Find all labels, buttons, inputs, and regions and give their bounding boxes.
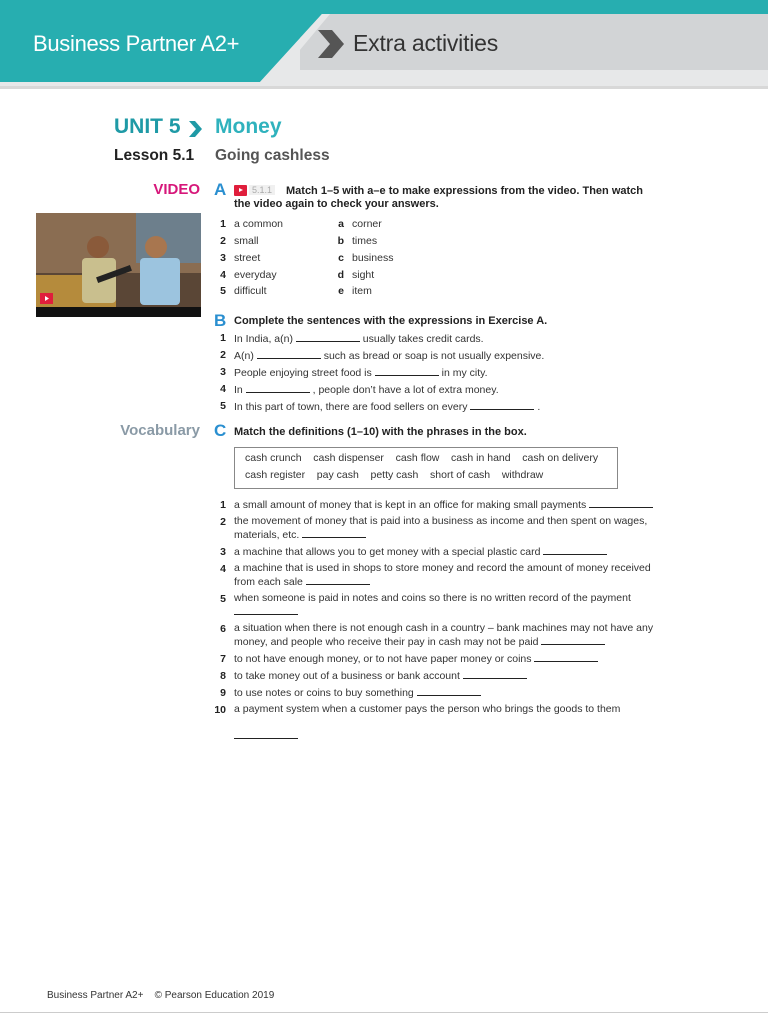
list-item-letter: c (338, 252, 344, 264)
answer-blank[interactable] (306, 575, 370, 585)
answer-blank[interactable] (234, 605, 298, 615)
list-item-number: 4 (220, 563, 226, 575)
list-item-text: everyday (234, 269, 277, 281)
definition: a situation when there is not enough cash in a country – bank machines may not have any money, and people who receive their pay in cash may not be paid (234, 622, 654, 648)
definition: when someone is paid in notes and coins so there is no written record of the payment (234, 592, 674, 619)
definition: a small amount of money that is kept in an office for making small payments (234, 498, 674, 512)
answer-blank[interactable] (417, 686, 481, 696)
list-item-number: 4 (220, 383, 226, 395)
lesson-label: Lesson 5.1 (114, 147, 195, 164)
list-item-number: 5 (220, 593, 226, 605)
list-item-text: corner (352, 218, 382, 230)
video-label: VIDEO (153, 181, 200, 198)
definition: to use notes or coins to buy something (234, 686, 674, 700)
sentence: In , people don’t have a lot of extra money. (234, 384, 499, 396)
list-item-text: street (234, 252, 261, 264)
phrase: cash crunch (245, 452, 302, 464)
exercise-b-letter: B (214, 311, 227, 330)
video-code[interactable]: 5.1.1 (249, 185, 275, 195)
phrase: short of cash (430, 469, 491, 481)
sentence: In this part of town, there are food sellers on every . (234, 401, 541, 413)
answer-blank[interactable] (246, 383, 310, 393)
sentence: People enjoying street food is in my city. (234, 367, 488, 379)
phrase: withdraw (501, 469, 544, 481)
answer-blank[interactable] (589, 498, 653, 508)
answer-blank[interactable] (463, 669, 527, 679)
exercise-c-instruction: Match the definitions (1–10) with the phrases in the box. (234, 426, 527, 438)
answer-blank[interactable] (541, 635, 605, 645)
list-item-number: 2 (220, 235, 226, 247)
sentence: In India, a(n) usually takes credit cards. (234, 333, 484, 345)
phrase-box-row-2 (245, 469, 543, 481)
list-item-number: 1 (220, 332, 226, 344)
footer-divider (0, 1012, 768, 1013)
list-item-number: 3 (220, 366, 226, 378)
list-item-number: 2 (220, 516, 226, 528)
answer-blank[interactable] (302, 528, 366, 538)
list-item-text: a common (234, 218, 284, 230)
exercise-c-letter: C (214, 421, 227, 440)
definition: a machine that allows you to get money with a special plastic card (234, 545, 674, 559)
list-item-number: 10 (214, 704, 226, 716)
list-item-text: small (234, 235, 259, 247)
list-item-number: 6 (220, 623, 226, 635)
definition: the movement of money that is paid into a business as income and then spent on wages, materials, etc. (234, 515, 648, 541)
answer-blank[interactable] (296, 332, 360, 342)
definition: a payment system when a customer pays the person who brings the goods to them (234, 703, 674, 743)
list-item-number: 1 (220, 218, 226, 230)
exercise-a-instruction: Match 1–5 with a–e to make expressions from the video. Then watch the video again to check your answers. (234, 185, 643, 210)
list-item-text: sight (352, 269, 375, 281)
video-thumbnail[interactable] (36, 213, 201, 317)
unit-label: UNIT 5 (114, 115, 181, 138)
answer-blank[interactable] (534, 652, 598, 662)
list-item-number: 2 (220, 349, 226, 361)
list-item-text: difficult (234, 285, 267, 297)
list-item-number: 4 (220, 269, 226, 281)
list-item-letter: d (337, 269, 344, 281)
list-item-text: times (352, 235, 378, 247)
exercise-a-letter: A (214, 180, 227, 199)
list-item-letter: b (337, 235, 344, 247)
list-item-text: item (352, 285, 372, 297)
header-section-title: Extra activities (353, 30, 499, 56)
phrase: cash on delivery (522, 452, 599, 464)
footer-product: Business Partner A2+ (47, 990, 144, 1001)
list-item-number: 3 (220, 252, 226, 264)
definition: to not have enough money, or to not have paper money or coins (234, 652, 674, 666)
answer-blank[interactable] (470, 400, 534, 410)
phrase: petty cash (370, 469, 419, 481)
answer-blank[interactable] (257, 349, 321, 359)
answer-blank[interactable] (234, 729, 298, 739)
phrase: cash in hand (451, 452, 511, 464)
list-item-number: 3 (220, 546, 226, 558)
list-item-number: 5 (220, 285, 226, 297)
answer-blank[interactable] (375, 366, 439, 376)
list-item-letter: e (338, 285, 344, 297)
list-item-number: 8 (220, 670, 226, 682)
vocabulary-label: Vocabulary (120, 422, 200, 439)
phrase: cash flow (395, 452, 440, 464)
chevron-right-icon (186, 120, 204, 138)
header-product-title: Business Partner A2+ (33, 31, 240, 56)
phrase: cash dispenser (313, 452, 384, 464)
phrase: cash register (245, 469, 306, 481)
list-item-letter: a (338, 218, 344, 230)
list-item-number: 5 (220, 400, 226, 412)
sentence: A(n) such as bread or soap is not usually expensive. (234, 350, 545, 362)
phrase: pay cash (316, 469, 359, 481)
definition: to take money out of a business or bank account (234, 669, 674, 683)
list-item-number: 9 (220, 687, 226, 699)
answer-blank[interactable] (543, 545, 607, 555)
exercise-b-instruction: Complete the sentences with the expressions in Exercise A. (234, 315, 548, 327)
list-item-text: business (352, 252, 394, 264)
unit-title: Money (215, 115, 282, 138)
phrase-box-row-1 (245, 452, 598, 464)
footer (47, 990, 274, 1001)
footer-copyright: © Pearson Education 2019 (154, 990, 275, 1001)
list-item-number: 7 (220, 653, 226, 665)
definition: a machine that is used in shops to store money and record the amount of money received from each sale (234, 562, 651, 588)
lesson-title: Going cashless (215, 147, 330, 164)
list-item-number: 1 (220, 499, 226, 511)
